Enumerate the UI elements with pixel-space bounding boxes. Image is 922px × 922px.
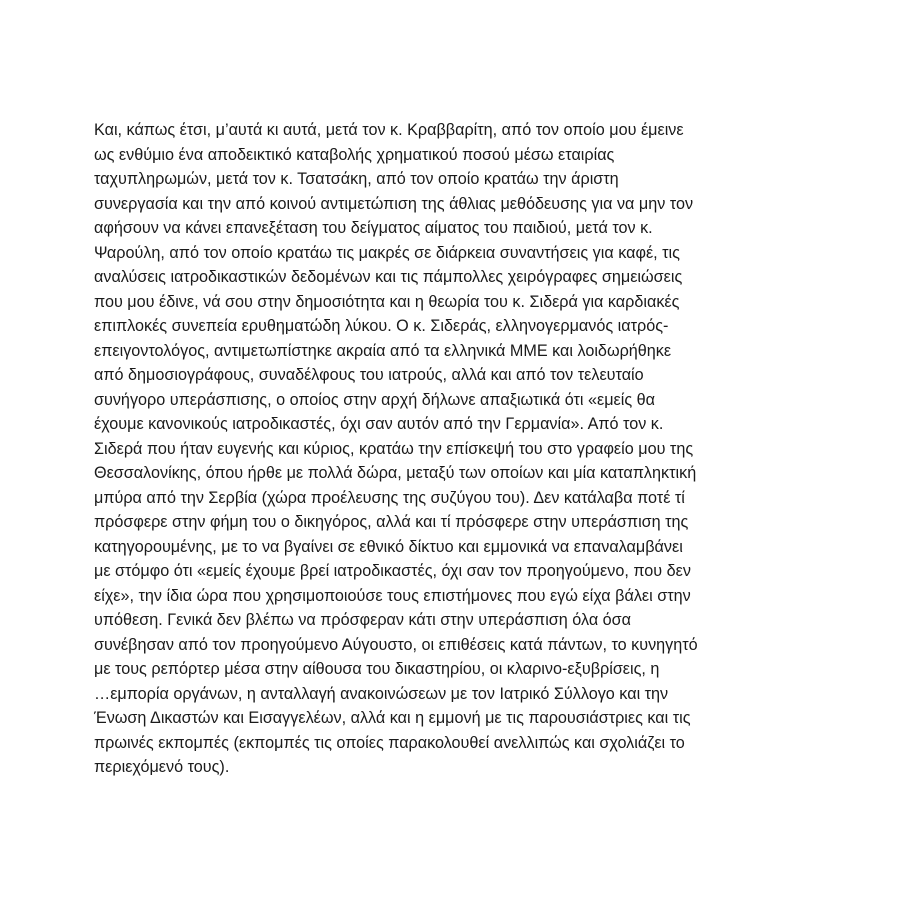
text-line: έχουμε κανονικούς ιατροδικαστές, όχι σαν αυτόν από την Γερμανία». Από τον κ.	[94, 415, 664, 433]
text-line: …εμπορία οργάνων, η ανταλλαγή ανακοινώσεων με τον Ιατρικό Σύλλογο και την	[94, 684, 669, 703]
text-line: συνεργασία και την από κοινού αντιμετώπιση της άθλιας μεθόδευσης για να μην τον	[94, 194, 694, 213]
text-line: ως ενθύμιο ένα αποδεικτικό καταβολής χρηματικού ποσού μέσω εταιρίας	[94, 145, 615, 164]
text-line: Σιδερά που ήταν ευγενής και κύριος, κρατάω την επίσκεψή του στο γραφείο μου της	[94, 439, 694, 458]
text-line: από δημοσιογράφους, συναδέλφους του ιατρούς, αλλά και από τον τελευταίο	[94, 366, 644, 384]
text-line: συνέβησαν από τον προηγούμενο Αύγουστο, οι επιθέσεις κατά πάντων, το κυνηγητό	[94, 635, 698, 654]
text-line: είχε», την ίδια ώρα που χρησιμοποιούσε τους επιστήμονες που εγώ είχα βάλει στην	[94, 586, 691, 605]
text-line: υπόθεση. Γενικά δεν βλέπω να πρόσφεραν κάτι στην υπεράσπιση όλα όσα	[94, 611, 632, 629]
text-line: συνήγορο υπεράσπισης, ο οποίος στην αρχή δήλωνε απαξιωτικά ότι «εμείς θα	[94, 390, 655, 409]
text-line: πρόσφερε στην φήμη του ο δικηγόρος, αλλά και τί πρόσφερε στην υπεράσπιση της	[94, 513, 689, 531]
text-line: που μου έδινε, νά σου στην δημοσιότητα και η θεωρία του κ. Σιδερά για καρδιακές	[94, 292, 680, 311]
text-line: κατηγορουμένης, με το να βγαίνει σε εθνικό δίκτυο και εμμονικά να επαναλαμβάνει	[94, 537, 683, 556]
text-line: με στόμφο ότι «εμείς έχουμε βρεί ιατροδικαστές, όχι σαν τον προηγούμενο, που δεν	[94, 562, 691, 580]
text-line: μπύρα από την Σερβία (χώρα προέλευσης της συζύγου του). Δεν κατάλαβα ποτέ τί	[94, 488, 685, 507]
text-line: επειγοντολόγος, αντιμετωπίστηκε ακραία από τα ελληνικά ΜΜΕ και λοιδωρήθηκε	[94, 341, 672, 360]
text-line: αφήσουν να κάνει επανεξέταση του δείγματος αίματος του παιδιού, μετά τον κ.	[94, 219, 653, 237]
text-line: Ψαρούλη, από τον οποίο κρατάω τις μακρές σε διάρκεια συναντήσεις για καφέ, τις	[94, 243, 680, 262]
text-line: αναλύσεις ιατροδικαστικών δεδομένων και τις πάμπολλες χειρόγραφες σημειώσεις	[94, 268, 683, 286]
text-line: ταχυπληρωμών, μετά τον κ. Τσατσάκη, από τον οποίο κρατάω την άριστη	[94, 170, 619, 188]
text-line: επιπλοκές συνεπεία ερυθηματώδη λύκου. Ο κ. Σιδεράς, ελληνογερμανός ιατρός-	[94, 317, 669, 335]
text-line: Θεσσαλονίκης, όπου ήρθε με πολλά δώρα, μεταξύ των οποίων και μία καταπληκτική	[94, 464, 697, 482]
text-line: πρωινές εκπομπές (εκπομπές τις οποίες παρακολουθεί ανελλιπώς και σχολιάζει το	[94, 733, 685, 752]
text-line: Ένωση Δικαστών και Εισαγγελέων, αλλά και η εμμονή με τις παρουσιάστριες και τις	[94, 709, 691, 727]
text-line: Και, κάπως έτσι, μ’αυτά κι αυτά, μετά τον κ. Κραββαρίτη, από τον οποίο μου έμεινε	[94, 121, 684, 139]
body-paragraph	[94, 118, 854, 780]
text-line: περιεχόμενό τους).	[94, 758, 230, 776]
text-line: με τους ρεπόρτερ μέσα στην αίθουσα του δικαστηρίου, οι κλαρινο-εξυβρίσεις, η	[94, 660, 660, 678]
